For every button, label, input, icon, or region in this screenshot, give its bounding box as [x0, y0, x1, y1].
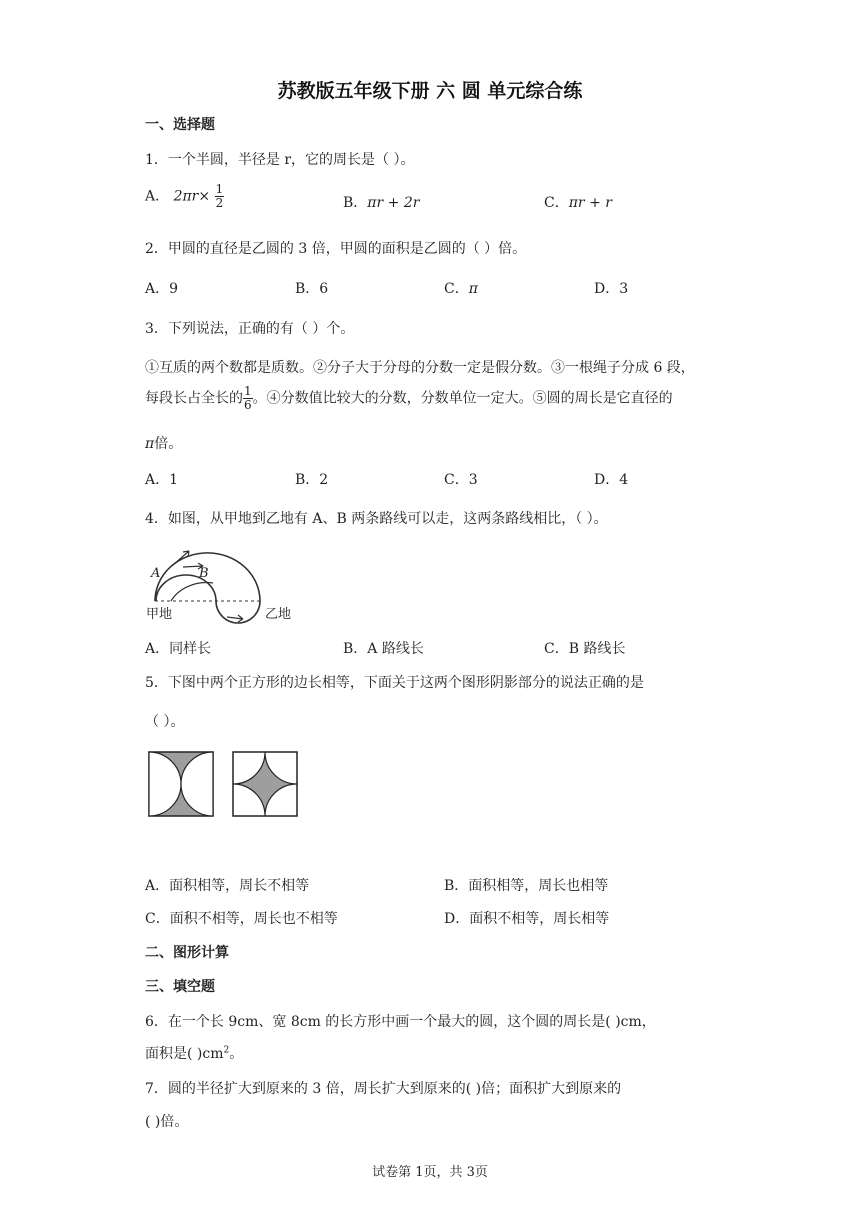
page-footer: 试卷第 1页，共 3页: [372, 1165, 488, 1180]
option-label: C．: [444, 281, 469, 297]
q3-text: 每段长占全长的: [145, 390, 243, 407]
route-b-label: B: [199, 566, 209, 581]
page-title: 苏教版五年级下册 六 圆 单元综合练: [277, 80, 583, 102]
option-label: C．: [544, 195, 569, 211]
q5-option-a: A．面积相等，周长不相等: [145, 878, 310, 894]
question-1: 1．一个半圆，半径是 r，它的周长是（ ）。: [145, 152, 415, 168]
question-6-line1: 6．在一个长 9cm、宽 8cm 的长方形中画一个最大的圆，这个圆的周长是( )cm，: [145, 1014, 656, 1030]
q6-text: 面积是( )cm: [145, 1046, 224, 1062]
pi-symbol: π: [468, 281, 478, 297]
q1-option-a: [145, 183, 224, 210]
q2-option-a: A．9: [145, 281, 179, 297]
q3-statements-line3: [145, 433, 182, 453]
fraction: [215, 183, 225, 210]
route-a-path: [171, 583, 213, 601]
question-7-line1: 7．圆的半径扩大到原来的 3 倍，周长扩大到原来的( )倍；面积扩大到原来的: [145, 1081, 622, 1097]
fraction-numerator: 1: [215, 182, 224, 196]
section-fill-blank: 三、填空题: [145, 979, 215, 995]
q3-option-b: B．2: [295, 472, 329, 488]
q3-statements-line1: ①互质的两个数都是质数。②分子大于分母的分数一定是假分数。③一根绳子分成 6 段，: [145, 360, 695, 376]
shaded-square-right: [232, 751, 298, 817]
q2-option-b: B．6: [295, 281, 329, 297]
q1-option-b: [343, 192, 419, 212]
question-7-line2: ( )倍。: [145, 1114, 189, 1130]
option-label: B．: [343, 195, 368, 211]
pi-symbol: π: [145, 436, 155, 452]
section-figure-calc: 二、图形计算: [145, 945, 229, 961]
question-6-line2: [145, 1043, 243, 1063]
q3-option-a: A．1: [145, 472, 179, 488]
option-expr: πr + r: [568, 195, 612, 211]
q3-text: 倍。: [154, 436, 183, 452]
fraction-numerator: 1: [244, 384, 252, 398]
question-5: 5．下图中两个正方形的边长相等，下面关于这两个图形阴影部分的说法正确的是: [145, 675, 644, 691]
q5-option-b: B．面积相等，周长也相等: [444, 878, 609, 894]
q5-option-c: C．面积不相等，周长也不相等: [145, 911, 338, 927]
arrow-a-icon: [173, 551, 189, 565]
end-label: 乙地: [265, 607, 292, 622]
route-a-label: A: [151, 566, 161, 581]
q1-option-c: [544, 192, 612, 212]
fraction: [243, 385, 253, 412]
q3-statements-line2: [145, 385, 673, 412]
q4-option-b: B．A 路线长: [343, 641, 424, 657]
question-3: 3．下列说法，正确的有（ ）个。: [145, 321, 355, 337]
fraction-denominator: 2: [215, 196, 224, 210]
option-label: A．: [145, 188, 170, 205]
route-figure: [143, 543, 303, 627]
start-label: 甲地: [146, 607, 173, 622]
question-5-blank: （ ）。: [145, 714, 185, 730]
question-4: 4．如图，从甲地到乙地有 A、B 两条路线可以走，这两条路线相比，（ ）。: [145, 511, 608, 527]
q3-option-c: C．3: [444, 472, 478, 488]
section-choice: 一、选择题: [145, 117, 215, 133]
q5-option-d: D．面积不相等，周长相等: [444, 911, 610, 927]
q2-option-c: [444, 278, 478, 298]
q4-option-c: C．B 路线长: [544, 641, 626, 657]
superscript: 2: [223, 1045, 230, 1056]
option-expr: 2πr×: [173, 188, 211, 205]
q4-option-a: A．同样长: [145, 641, 212, 657]
q3-text: 。④分数值比较大的分数，分数单位一定大。⑤圆的周长是它直径的: [252, 390, 673, 407]
q6-text: 。: [229, 1046, 244, 1062]
q3-option-d: D．4: [594, 472, 629, 488]
option-expr: πr + 2r: [367, 195, 420, 211]
fraction-denominator: 6: [244, 398, 252, 412]
question-2: 2．甲圆的直径是乙圆的 3 倍，甲圆的面积是乙圆的（ ）倍。: [145, 241, 527, 257]
q2-option-d: D．3: [594, 281, 629, 297]
shaded-square-left: [148, 751, 214, 817]
